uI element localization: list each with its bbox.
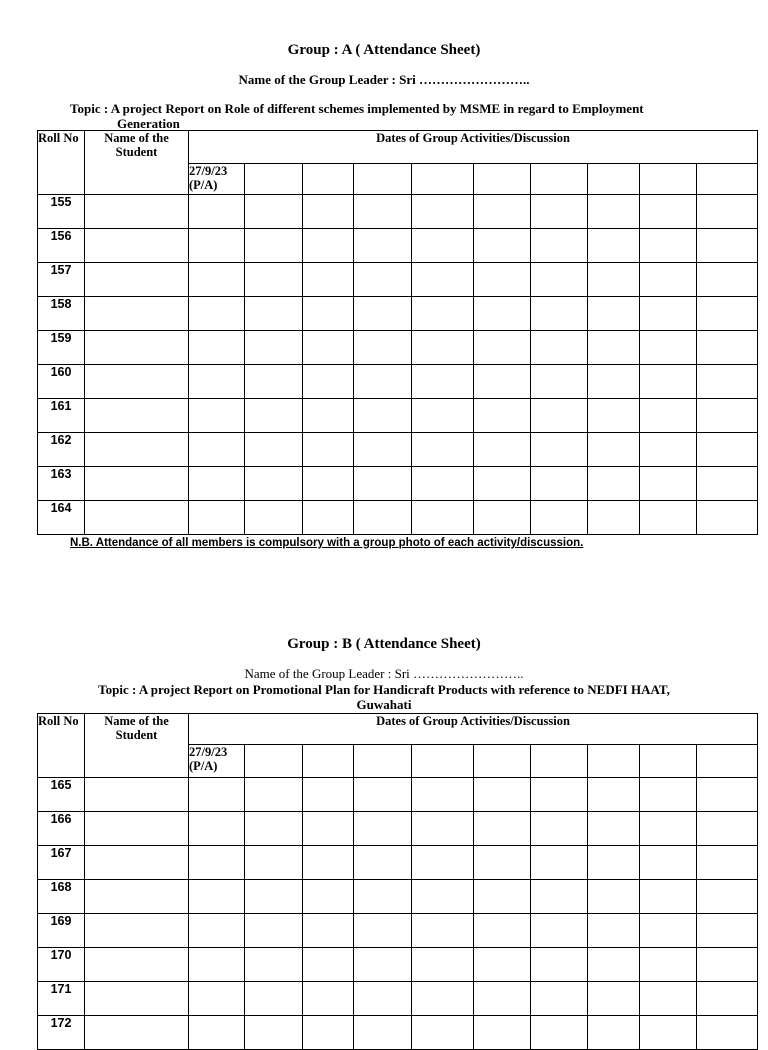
roll-number-cell: 155 <box>38 195 85 229</box>
attendance-cell[interactable] <box>640 195 697 229</box>
date-cell: 27/9/23 (P/A) <box>189 745 245 778</box>
attendance-cell[interactable] <box>245 846 303 880</box>
student-name-cell[interactable] <box>85 880 189 914</box>
attendance-cell[interactable] <box>474 263 531 297</box>
attendance-cell[interactable] <box>245 365 303 399</box>
attendance-cell[interactable] <box>245 433 303 467</box>
date-cell <box>245 745 303 778</box>
attendance-cell[interactable] <box>245 948 303 982</box>
attendance-cell[interactable] <box>412 1016 474 1050</box>
roll-number-cell: 160 <box>38 365 85 399</box>
attendance-cell[interactable] <box>640 331 697 365</box>
attendance-cell[interactable] <box>303 846 354 880</box>
attendance-cell[interactable] <box>412 331 474 365</box>
attendance-cell[interactable] <box>474 229 531 263</box>
attendance-cell[interactable] <box>354 812 412 846</box>
attendance-cell[interactable] <box>531 467 588 501</box>
table-row <box>38 1016 758 1050</box>
attendance-cell[interactable] <box>588 948 640 982</box>
attendance-cell[interactable] <box>697 467 758 501</box>
attendance-cell[interactable] <box>474 982 531 1016</box>
table-row <box>38 846 758 880</box>
student-name-header: Name of the Student <box>85 714 189 778</box>
date-cell <box>640 745 697 778</box>
group-a-topic-cont: Generation <box>117 116 180 131</box>
attendance-cell[interactable] <box>474 948 531 982</box>
attendance-cell[interactable] <box>531 229 588 263</box>
attendance-cell[interactable] <box>412 812 474 846</box>
attendance-cell[interactable] <box>640 365 697 399</box>
attendance-cell[interactable] <box>303 812 354 846</box>
attendance-cell[interactable] <box>531 880 588 914</box>
attendance-cell[interactable] <box>189 812 245 846</box>
attendance-cell[interactable] <box>697 880 758 914</box>
attendance-cell[interactable] <box>189 846 245 880</box>
attendance-cell[interactable] <box>697 365 758 399</box>
attendance-cell[interactable] <box>412 982 474 1016</box>
attendance-cell[interactable] <box>531 297 588 331</box>
attendance-cell[interactable] <box>474 778 531 812</box>
attendance-cell[interactable] <box>354 846 412 880</box>
attendance-cell[interactable] <box>412 948 474 982</box>
attendance-cell[interactable] <box>412 433 474 467</box>
student-name-cell[interactable] <box>85 365 189 399</box>
attendance-cell[interactable] <box>588 229 640 263</box>
attendance-cell[interactable] <box>245 195 303 229</box>
attendance-cell[interactable] <box>474 880 531 914</box>
attendance-cell[interactable] <box>588 297 640 331</box>
attendance-cell[interactable] <box>588 880 640 914</box>
attendance-cell[interactable] <box>640 948 697 982</box>
roll-number-cell: 169 <box>38 914 85 948</box>
roll-number-cell: 163 <box>38 467 85 501</box>
header-row <box>38 131 758 164</box>
student-name-cell[interactable] <box>85 982 189 1016</box>
attendance-cell[interactable] <box>640 880 697 914</box>
group-b-topic-cont: Guwahati <box>356 697 412 712</box>
attendance-note: N.B. Attendance of all members is compulsory with a group photo of each activity/discussion. <box>70 537 584 549</box>
attendance-cell[interactable] <box>697 501 758 535</box>
attendance-cell[interactable] <box>474 297 531 331</box>
roll-number-cell: 172 <box>38 1016 85 1050</box>
attendance-cell[interactable] <box>640 297 697 331</box>
attendance-cell[interactable] <box>697 982 758 1016</box>
attendance-cell[interactable] <box>189 195 245 229</box>
roll-number-cell: 162 <box>38 433 85 467</box>
attendance-cell[interactable] <box>588 846 640 880</box>
group-a-leader: Name of the Group Leader : Sri …………………….. <box>238 72 530 87</box>
roll-number-cell: 171 <box>38 982 85 1016</box>
attendance-cell[interactable] <box>640 433 697 467</box>
attendance-cell[interactable] <box>245 1016 303 1050</box>
attendance-cell[interactable] <box>303 778 354 812</box>
table-row <box>38 914 758 948</box>
date-cell: 27/9/23 (P/A) <box>189 164 245 195</box>
dates-header: Dates of Group Activities/Discussion <box>189 131 758 164</box>
attendance-cell[interactable] <box>531 982 588 1016</box>
date-cell <box>531 745 588 778</box>
date-cell <box>474 164 531 195</box>
attendance-cell[interactable] <box>531 778 588 812</box>
group-a-attendance-table <box>37 130 758 535</box>
attendance-cell[interactable] <box>640 399 697 433</box>
attendance-cell[interactable] <box>412 365 474 399</box>
attendance-cell[interactable] <box>189 880 245 914</box>
attendance-cell[interactable] <box>303 195 354 229</box>
attendance-cell[interactable] <box>531 948 588 982</box>
attendance-cell[interactable] <box>189 982 245 1016</box>
date-cell <box>531 164 588 195</box>
roll-number-cell: 159 <box>38 331 85 365</box>
attendance-cell[interactable] <box>588 982 640 1016</box>
attendance-cell[interactable] <box>640 982 697 1016</box>
attendance-cell[interactable] <box>354 263 412 297</box>
attendance-cell[interactable] <box>303 331 354 365</box>
attendance-cell[interactable] <box>245 297 303 331</box>
attendance-cell[interactable] <box>531 501 588 535</box>
table-row <box>38 982 758 1016</box>
student-name-cell[interactable] <box>85 948 189 982</box>
attendance-cell[interactable] <box>245 399 303 433</box>
attendance-cell[interactable] <box>189 778 245 812</box>
group-a-topic: Topic : A project Report on Role of different schemes implemented by MSME in regard to Employment <box>70 101 644 116</box>
student-name-cell[interactable] <box>85 229 189 263</box>
student-name-cell[interactable] <box>85 467 189 501</box>
attendance-cell[interactable] <box>474 433 531 467</box>
attendance-cell[interactable] <box>412 846 474 880</box>
attendance-cell[interactable] <box>697 331 758 365</box>
date-cell <box>354 164 412 195</box>
attendance-cell[interactable] <box>354 778 412 812</box>
attendance-cell[interactable] <box>531 195 588 229</box>
attendance-cell[interactable] <box>588 812 640 846</box>
attendance-cell[interactable] <box>303 297 354 331</box>
roll-number-cell: 168 <box>38 880 85 914</box>
group-a-title: Group : A ( Attendance Sheet) <box>287 42 481 58</box>
attendance-cell[interactable] <box>697 948 758 982</box>
attendance-cell[interactable] <box>189 433 245 467</box>
attendance-cell[interactable] <box>640 467 697 501</box>
attendance-cell[interactable] <box>189 229 245 263</box>
attendance-cell[interactable] <box>354 880 412 914</box>
table-row <box>38 948 758 982</box>
attendance-cell[interactable] <box>412 399 474 433</box>
table-row <box>38 195 758 229</box>
table-row <box>38 880 758 914</box>
attendance-cell[interactable] <box>412 880 474 914</box>
date-cell <box>412 745 474 778</box>
header-row <box>38 714 758 745</box>
student-name-cell[interactable] <box>85 195 189 229</box>
roll-number-cell: 158 <box>38 297 85 331</box>
attendance-cell[interactable] <box>531 399 588 433</box>
student-name-cell[interactable] <box>85 812 189 846</box>
attendance-cell[interactable] <box>640 263 697 297</box>
table-row <box>38 331 758 365</box>
attendance-cell[interactable] <box>531 914 588 948</box>
roll-number-cell: 166 <box>38 812 85 846</box>
date-cell <box>697 164 758 195</box>
student-name-cell[interactable] <box>85 501 189 535</box>
attendance-cell[interactable] <box>697 229 758 263</box>
table-row <box>38 263 758 297</box>
attendance-cell[interactable] <box>474 467 531 501</box>
attendance-cell[interactable] <box>189 914 245 948</box>
attendance-cell[interactable] <box>474 195 531 229</box>
attendance-cell[interactable] <box>245 982 303 1016</box>
attendance-cell[interactable] <box>531 1016 588 1050</box>
roll-number-cell: 164 <box>38 501 85 535</box>
student-name-cell[interactable] <box>85 297 189 331</box>
attendance-cell[interactable] <box>412 229 474 263</box>
attendance-cell[interactable] <box>354 914 412 948</box>
attendance-cell[interactable] <box>640 812 697 846</box>
date-cell <box>412 164 474 195</box>
attendance-cell[interactable] <box>474 812 531 846</box>
attendance-cell[interactable] <box>697 812 758 846</box>
date-cell <box>354 745 412 778</box>
attendance-cell[interactable] <box>697 297 758 331</box>
attendance-cell[interactable] <box>412 467 474 501</box>
attendance-cell[interactable] <box>640 501 697 535</box>
attendance-cell[interactable] <box>412 778 474 812</box>
attendance-cell[interactable] <box>354 501 412 535</box>
student-name-cell[interactable] <box>85 433 189 467</box>
attendance-cell[interactable] <box>303 229 354 263</box>
attendance-cell[interactable] <box>189 501 245 535</box>
attendance-cell[interactable] <box>588 467 640 501</box>
table-row <box>38 297 758 331</box>
attendance-cell[interactable] <box>303 399 354 433</box>
attendance-cell[interactable] <box>697 195 758 229</box>
date-cell <box>303 745 354 778</box>
attendance-cell[interactable] <box>354 1016 412 1050</box>
attendance-cell[interactable] <box>412 501 474 535</box>
attendance-cell[interactable] <box>303 1016 354 1050</box>
attendance-cell[interactable] <box>189 365 245 399</box>
student-name-cell[interactable] <box>85 778 189 812</box>
roll-number-cell: 156 <box>38 229 85 263</box>
attendance-cell[interactable] <box>588 331 640 365</box>
attendance-cell[interactable] <box>303 914 354 948</box>
roll-number-cell: 167 <box>38 846 85 880</box>
attendance-cell[interactable] <box>245 812 303 846</box>
attendance-cell[interactable] <box>354 365 412 399</box>
attendance-cell[interactable] <box>588 365 640 399</box>
date-cell <box>697 745 758 778</box>
date-cell <box>303 164 354 195</box>
attendance-cell[interactable] <box>531 812 588 846</box>
attendance-cell[interactable] <box>474 501 531 535</box>
attendance-cell[interactable] <box>697 1016 758 1050</box>
roll-number-cell: 157 <box>38 263 85 297</box>
student-name-cell[interactable] <box>85 1016 189 1050</box>
attendance-cell[interactable] <box>588 399 640 433</box>
student-name-cell[interactable] <box>85 846 189 880</box>
attendance-cell[interactable] <box>354 467 412 501</box>
student-name-cell[interactable] <box>85 914 189 948</box>
attendance-cell[interactable] <box>354 229 412 263</box>
table-row <box>38 812 758 846</box>
attendance-cell[interactable] <box>189 467 245 501</box>
attendance-cell[interactable] <box>588 778 640 812</box>
attendance-cell[interactable] <box>189 331 245 365</box>
attendance-cell[interactable] <box>697 778 758 812</box>
attendance-cell[interactable] <box>697 263 758 297</box>
attendance-cell[interactable] <box>474 846 531 880</box>
attendance-cell[interactable] <box>588 263 640 297</box>
date-cell <box>640 164 697 195</box>
attendance-cell[interactable] <box>640 846 697 880</box>
attendance-cell[interactable] <box>531 846 588 880</box>
attendance-cell[interactable] <box>531 365 588 399</box>
attendance-cell[interactable] <box>245 880 303 914</box>
attendance-cell[interactable] <box>412 263 474 297</box>
table-row <box>38 399 758 433</box>
attendance-cell[interactable] <box>412 914 474 948</box>
attendance-cell[interactable] <box>474 914 531 948</box>
table-row <box>38 229 758 263</box>
date-cell <box>588 745 640 778</box>
student-name-cell[interactable] <box>85 331 189 365</box>
group-b-attendance-table <box>37 713 758 1050</box>
attendance-cell[interactable] <box>474 1016 531 1050</box>
attendance-cell[interactable] <box>474 365 531 399</box>
attendance-cell[interactable] <box>531 331 588 365</box>
attendance-cell[interactable] <box>303 501 354 535</box>
attendance-cell[interactable] <box>588 1016 640 1050</box>
attendance-cell[interactable] <box>189 399 245 433</box>
roll-no-header: Roll No <box>38 714 85 778</box>
attendance-cell[interactable] <box>303 880 354 914</box>
attendance-cell[interactable] <box>354 433 412 467</box>
attendance-cell[interactable] <box>245 501 303 535</box>
attendance-cell[interactable] <box>189 297 245 331</box>
attendance-cell[interactable] <box>697 914 758 948</box>
attendance-cell[interactable] <box>303 433 354 467</box>
attendance-cell[interactable] <box>588 433 640 467</box>
attendance-cell[interactable] <box>303 365 354 399</box>
attendance-cell[interactable] <box>474 399 531 433</box>
attendance-cell[interactable] <box>640 914 697 948</box>
attendance-cell[interactable] <box>189 263 245 297</box>
attendance-cell[interactable] <box>245 229 303 263</box>
attendance-cell[interactable] <box>588 195 640 229</box>
student-name-cell[interactable] <box>85 399 189 433</box>
roll-number-cell: 165 <box>38 778 85 812</box>
attendance-cell[interactable] <box>640 778 697 812</box>
attendance-cell[interactable] <box>354 297 412 331</box>
attendance-cell[interactable] <box>588 914 640 948</box>
attendance-cell[interactable] <box>354 399 412 433</box>
attendance-cell[interactable] <box>245 467 303 501</box>
attendance-cell[interactable] <box>303 467 354 501</box>
attendance-cell[interactable] <box>303 948 354 982</box>
attendance-cell[interactable] <box>245 331 303 365</box>
attendance-cell[interactable] <box>588 501 640 535</box>
attendance-cell[interactable] <box>640 1016 697 1050</box>
attendance-cell[interactable] <box>245 263 303 297</box>
table-row <box>38 433 758 467</box>
attendance-cell[interactable] <box>412 195 474 229</box>
attendance-cell[interactable] <box>354 948 412 982</box>
group-b-title: Group : B ( Attendance Sheet) <box>287 636 481 652</box>
attendance-cell[interactable] <box>354 195 412 229</box>
attendance-cell[interactable] <box>245 778 303 812</box>
attendance-cell[interactable] <box>189 1016 245 1050</box>
roll-no-header: Roll No <box>38 131 85 195</box>
table-row <box>38 365 758 399</box>
dates-header: Dates of Group Activities/Discussion <box>189 714 758 745</box>
table-row <box>38 501 758 535</box>
attendance-cell[interactable] <box>531 263 588 297</box>
table-row <box>38 467 758 501</box>
attendance-cell[interactable] <box>697 433 758 467</box>
attendance-cell[interactable] <box>640 229 697 263</box>
attendance-cell[interactable] <box>354 982 412 1016</box>
roll-number-cell: 161 <box>38 399 85 433</box>
attendance-cell[interactable] <box>354 331 412 365</box>
student-name-header: Name of the Student <box>85 131 189 195</box>
roll-number-cell: 170 <box>38 948 85 982</box>
attendance-cell[interactable] <box>697 399 758 433</box>
table-row <box>38 778 758 812</box>
attendance-cell[interactable] <box>531 433 588 467</box>
attendance-cell[interactable] <box>245 914 303 948</box>
group-b-topic: Topic : A project Report on Promotional Plan for Handicraft Products with reference to NEDFI HAAT, <box>98 682 670 697</box>
date-cell <box>588 164 640 195</box>
group-b-leader: Name of the Group Leader : Sri …………………….. <box>244 666 524 681</box>
attendance-cell[interactable] <box>303 982 354 1016</box>
date-cell <box>245 164 303 195</box>
attendance-cell[interactable] <box>412 297 474 331</box>
attendance-cell[interactable] <box>303 263 354 297</box>
attendance-cell[interactable] <box>189 948 245 982</box>
student-name-cell[interactable] <box>85 263 189 297</box>
attendance-cell[interactable] <box>697 846 758 880</box>
attendance-cell[interactable] <box>474 331 531 365</box>
date-cell <box>474 745 531 778</box>
